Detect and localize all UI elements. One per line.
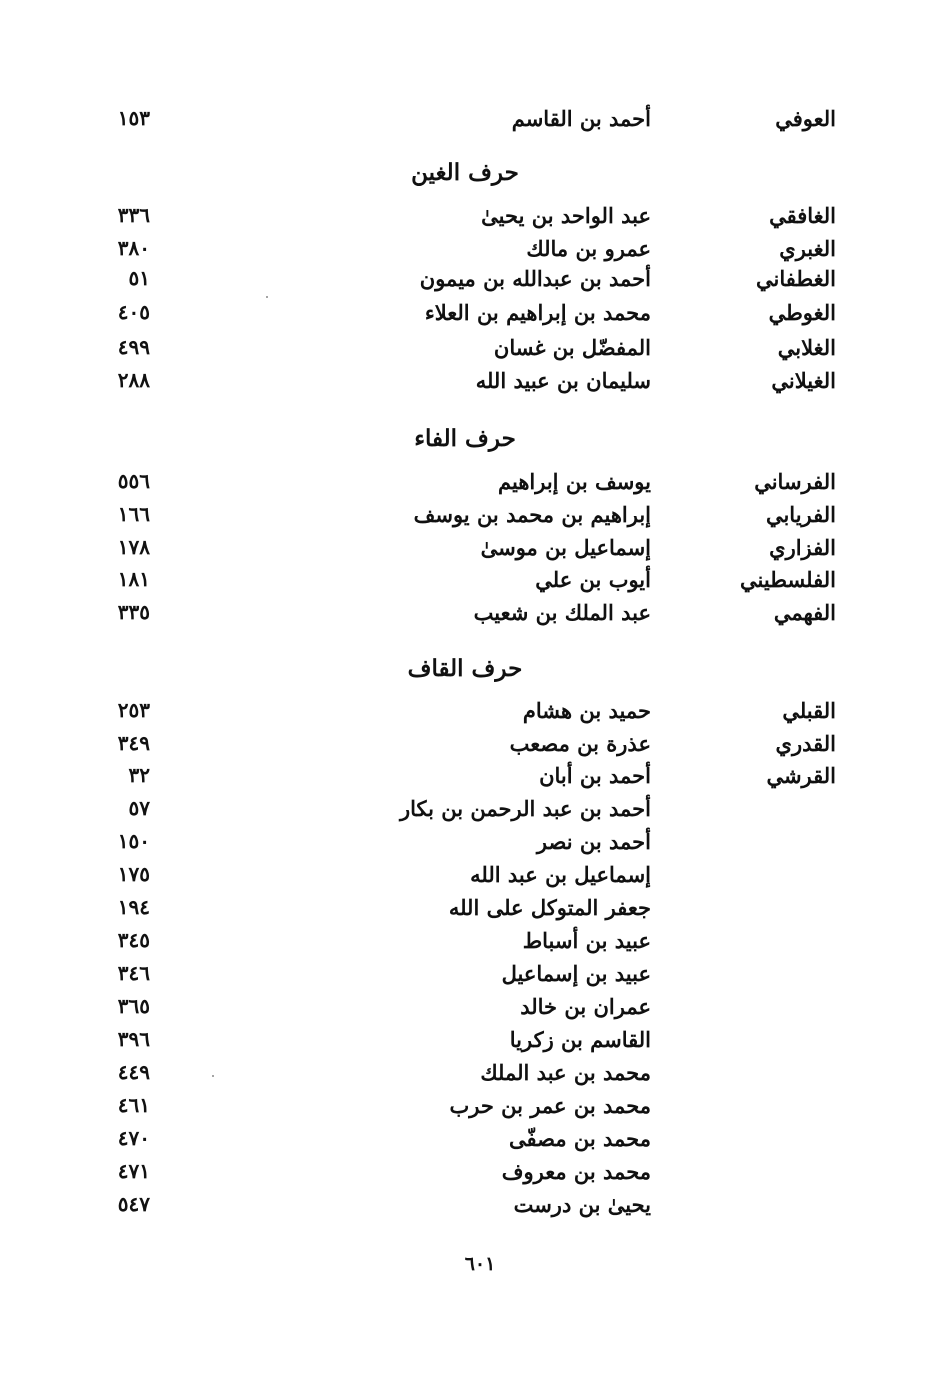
nisba: القرشي [766, 763, 836, 788]
page-reference: ٣٩٦ [117, 1027, 150, 1051]
person-name: أحمد بن عبدالله بن ميمون [419, 266, 651, 291]
nisba: الفريابي [765, 502, 836, 527]
person-name: عبد الواحد بن يحيىٰ [481, 203, 651, 228]
person-name: عمرو بن مالك [526, 236, 651, 261]
person-name: سليمان بن عبيد الله [475, 368, 651, 393]
nisba: القبلي [782, 698, 836, 723]
nisba: الغيلاني [771, 368, 836, 393]
person-name: محمد بن عمر بن حرب [449, 1093, 651, 1118]
page-reference: ٣٣٥ [117, 600, 150, 624]
page-reference: ٤٧٠ [117, 1126, 150, 1150]
index-entry [0, 796, 943, 830]
page-reference: ٥١ [128, 266, 150, 290]
index-entry [0, 1093, 943, 1127]
index-entry [0, 994, 943, 1028]
page-reference: ٣٤٦ [117, 961, 150, 985]
index-entry [0, 1027, 943, 1061]
nisba: العوفي [775, 106, 836, 131]
page-reference: ٤٤٩ [117, 1060, 150, 1084]
index-entry [0, 961, 943, 995]
nisba: الغطفاني [756, 266, 836, 291]
nisba: الغوطي [768, 300, 836, 325]
person-name: إبراهيم بن محمد بن يوسف [413, 502, 651, 527]
page-reference: ٣٦٥ [117, 994, 150, 1018]
nisba: الفلسطيني [740, 567, 836, 592]
index-entry [0, 502, 943, 536]
nisba: الفزاري [769, 535, 836, 560]
person-name: أحمد بن القاسم [511, 106, 651, 131]
index-entry [0, 1159, 943, 1193]
nisba: القدري [775, 731, 836, 756]
page-reference: ٣٨٠ [117, 236, 150, 260]
page-reference: ٣٤٥ [117, 928, 150, 952]
person-name: يوسف بن إبراهيم [498, 469, 651, 494]
page-reference: ٥٧ [128, 796, 150, 820]
page-number: ٦٠١ [464, 1253, 496, 1275]
nisba: الغبري [779, 236, 836, 261]
index-entry [0, 106, 943, 140]
index-entry [0, 469, 943, 503]
page-reference: ٢٨٨ [117, 368, 150, 392]
person-name: المفضّل بن غسان [493, 335, 651, 360]
index-entry [0, 300, 943, 334]
person-name: حميد بن هشام [522, 698, 651, 723]
index-entry [0, 266, 943, 300]
index-entry [0, 1192, 943, 1226]
index-entry [0, 600, 943, 634]
page-reference: ٣٣٦ [117, 203, 150, 227]
scan-speck [266, 296, 268, 298]
index-entry [0, 1126, 943, 1160]
index-entry [0, 535, 943, 569]
person-name: عذرة بن مصعب [509, 731, 651, 756]
person-name: أحمد بن نصر [536, 829, 651, 854]
nisba: الغلابي [777, 335, 836, 360]
index-entry [0, 698, 943, 732]
person-name: عبد الملك بن شعيب [473, 600, 651, 625]
person-name: محمد بن إبراهيم بن العلاء [424, 300, 651, 325]
person-name: جعفر المتوكل على الله [448, 895, 651, 920]
nisba: الفرساني [754, 469, 836, 494]
page-reference: ٥٤٧ [117, 1192, 150, 1216]
page-reference: ١٩٤ [117, 895, 150, 919]
nisba: الغافقي [769, 203, 836, 228]
index-entry [0, 1060, 943, 1094]
page-reference: ٤٩٩ [117, 335, 150, 359]
index-entry [0, 236, 943, 270]
page-reference: ١٧٨ [117, 535, 150, 559]
page-reference: ١٦٦ [117, 502, 150, 526]
page-reference: ٤٧١ [117, 1159, 150, 1183]
person-name: أحمد بن عبد الرحمن بن بكار [400, 796, 651, 821]
page-reference: ١٧٥ [117, 862, 150, 886]
index-entry [0, 928, 943, 962]
index-entry [0, 567, 943, 601]
page-reference: ٥٥٦ [117, 469, 150, 493]
person-name: أيوب بن علي [535, 567, 651, 592]
index-entry [0, 335, 943, 369]
person-name: عبيد بن أسباط [522, 928, 651, 953]
index-entry [0, 368, 943, 402]
nisba: الفهمي [773, 600, 836, 625]
index-entry [0, 203, 943, 237]
person-name: محمد بن مصفّى [508, 1126, 651, 1151]
person-name: عبيد بن إسماعيل [501, 961, 651, 986]
page-reference: ٤٠٥ [117, 300, 150, 324]
page-reference: ١٥٠ [117, 829, 150, 853]
person-name: محمد بن عبد الملك [480, 1060, 651, 1085]
page-reference: ٣٤٩ [117, 731, 150, 755]
person-name: أحمد بن أبان [539, 763, 651, 788]
index-entry [0, 895, 943, 929]
page-reference: ٢٥٣ [117, 698, 150, 722]
index-entry [0, 731, 943, 765]
person-name: عمران بن خالد [520, 994, 651, 1019]
page-reference: ١٨١ [117, 567, 150, 591]
index-entry [0, 763, 943, 797]
page-reference: ٤٦١ [117, 1093, 150, 1117]
person-name: إسماعيل بن عبد الله [470, 862, 651, 887]
person-name: محمد بن معروف [501, 1159, 651, 1184]
person-name: يحيىٰ بن درست [513, 1192, 651, 1217]
index-entry [0, 862, 943, 896]
section-heading: حرف الغين [411, 159, 519, 186]
section-heading: حرف القاف [407, 655, 523, 682]
person-name: القاسم بن زكريا [509, 1027, 651, 1052]
index-entry [0, 829, 943, 863]
page-reference: ١٥٣ [117, 106, 150, 130]
page-reference: ٣٢ [128, 763, 150, 787]
section-heading: حرف الفاء [414, 425, 516, 452]
person-name: إسماعيل بن موسىٰ [480, 535, 651, 560]
scan-speck [212, 1075, 214, 1077]
